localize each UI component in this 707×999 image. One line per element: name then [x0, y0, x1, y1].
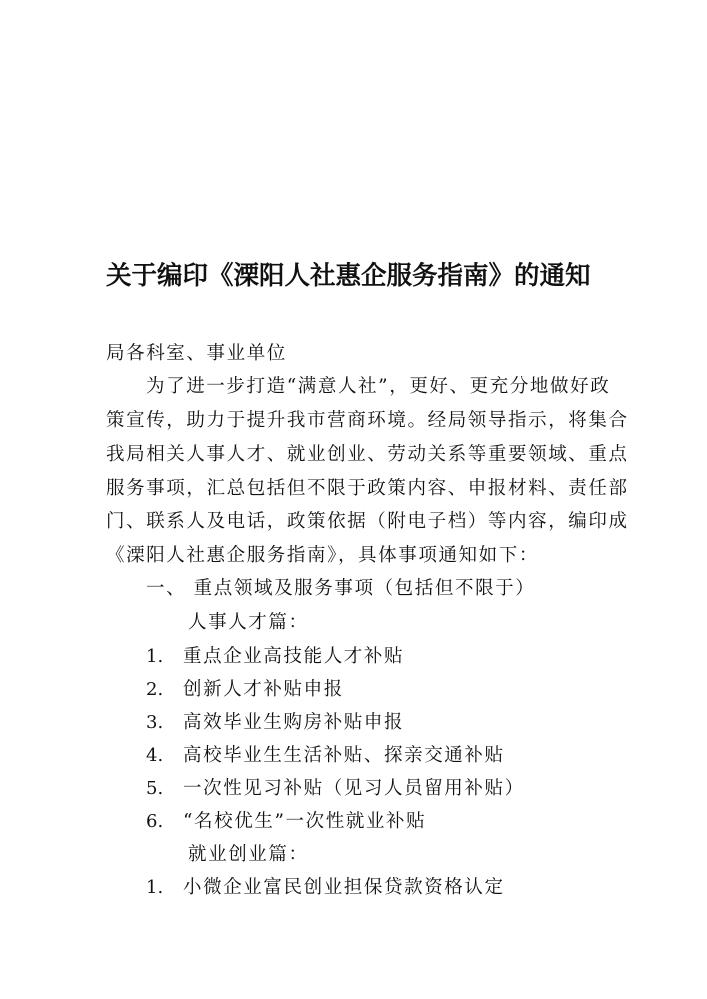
personnel-item-6: “名校优生”一次性就业补贴 — [183, 811, 427, 832]
personnel-item-2-number: 2. — [146, 679, 164, 700]
body-line-2: 策宣传，助力于提升我市营商环境。经局领导指示，将集合 — [106, 410, 629, 431]
salutation: 局各科室、事业单位 — [106, 343, 287, 364]
body-line-6: 《溧阳人社惠企服务指南》，具体事项通知如下： — [106, 545, 539, 566]
document-title: 关于编印《溧阳人社惠企服务指南》的通知 — [106, 261, 591, 291]
section-one-heading: 一、 重点领域及服务事项（包括但不限于） — [146, 578, 536, 599]
personnel-item-1: 重点企业高技能人才补贴 — [183, 646, 405, 667]
personnel-item-1-number: 1. — [146, 646, 164, 667]
employment-item-1: 小微企业富民创业担保贷款资格认定 — [183, 877, 505, 898]
body-line-5: 门、联系人及电话，政策依据（附电子档）等内容，编印成 — [106, 511, 629, 532]
body-line-3: 我局相关人事人才、就业创业、劳动关系等重要领域、重点 — [106, 444, 629, 465]
personnel-item-4-number: 4. — [146, 745, 164, 766]
personnel-heading: 人事人才篇： — [188, 612, 309, 633]
personnel-item-4: 高校毕业生生活补贴、探亲交通补贴 — [183, 745, 505, 766]
personnel-item-2: 创新人才补贴申报 — [183, 679, 344, 700]
personnel-item-5: 一次性见习补贴（见习人员留用补贴） — [183, 778, 525, 799]
personnel-item-3: 高效毕业生购房补贴申报 — [183, 712, 405, 733]
employment-heading: 就业创业篇： — [188, 844, 309, 865]
body-line-1: 为了进一步打造“满意人社”，更好、更充分地做好政 — [146, 376, 611, 397]
personnel-item-5-number: 5. — [146, 778, 164, 799]
personnel-item-6-number: 6. — [146, 811, 164, 832]
employment-item-1-number: 1. — [146, 877, 164, 898]
body-line-4: 服务事项，汇总包括但不限于政策内容、申报材料、责任部 — [106, 478, 629, 499]
personnel-item-3-number: 3. — [146, 712, 164, 733]
